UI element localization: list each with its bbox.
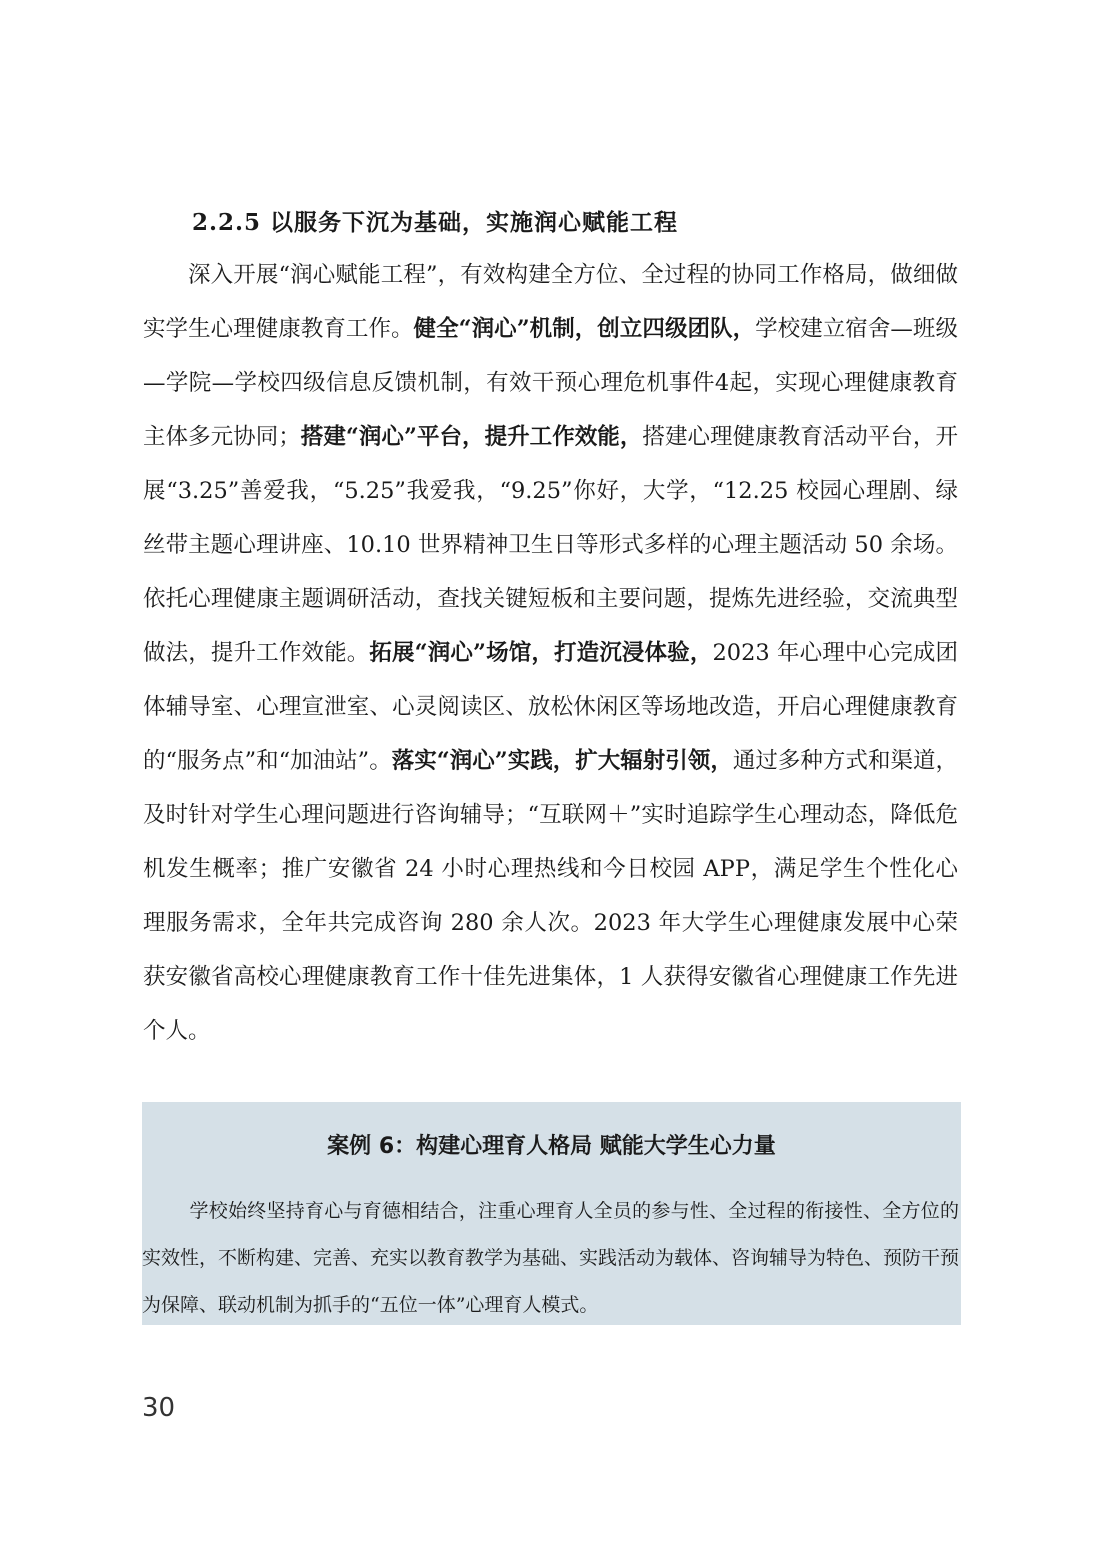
case-study-text: 学校始终坚持育心与育德相结合，注重心理育人全员的参与性、全过程的衔接性、全方位的实效性，不断构建、完善、充实以教育教学为基础、实践活动为载体、咨询辅导为特色、预防干预为保障、联动机制为抓手的“五位一体”心理育人模式。 xyxy=(142,1200,960,1316)
body-text-segment: 搭建心理健康教育活动平台，开展“3.25”善爱我，“5.25”我爱我，“9.25”你好，大学，“12.25 校园心理剧、绿丝带主题心理讲座、10.10 世界精神卫生日等形式多样的心理主题活动 50 余场。依托心理健康主题调研活动，查找关键短板和主要问题，提炼先进经验，交流典型做法，提升工作效能。 xyxy=(143,424,958,666)
body-text-segment: 学校建立宿舍—班级—学院—学校四级信息反馈机制，有效干预心理危机事件4起，实现心理健康教育主体多元协同； xyxy=(143,316,958,450)
body-text-segment: 深入开展“润心赋能工程”，有效构建全方位、全过程的协同工作格局，做细做实学生心理健康教育工作。 xyxy=(143,262,958,342)
bold-lead-mechanism: 健全“润心”机制，创立四级团队， xyxy=(413,316,756,342)
case-study-box xyxy=(142,1102,961,1325)
body-text-segment: 通过多种方式和渠道，及时针对学生心理问题进行咨询辅导；“互联网＋”实时追踪学生心理动态，降低危机发生概率；推广安徽省 24 小时心理热线和今日校园 APP，满足学生个性化心理服务需求，全年共完成咨询 280 余人次。2023 年大学生心理健康发展中心荣获安徽省高校心理健康教育工作十佳先进集体，1 人获得安徽省心理健康工作先进个人。 xyxy=(143,748,958,1044)
bold-lead-platform: 搭建“润心”平台，提升工作效能， xyxy=(300,424,643,450)
page-number: 30 xyxy=(142,1393,176,1423)
body-text-segment: 2023 年心理中心完成团体辅导室、心理宣泄室、心灵阅读区、放松休闲区等场地改造，开启心理健康教育的“服务点”和“加油站”。 xyxy=(143,640,958,774)
section-heading: 2.2.5 以服务下沉为基础，实施润心赋能工程 xyxy=(192,209,679,236)
case-study-title: 案例 6：构建心理育人格局 赋能大学生心力量 xyxy=(327,1134,776,1159)
bold-lead-venue: 拓展“润心”场馆，打造沉浸体验， xyxy=(369,640,713,666)
bold-lead-practice: 落实“润心”实践，扩大辐射引领， xyxy=(391,748,733,774)
body-paragraph xyxy=(143,248,958,1058)
